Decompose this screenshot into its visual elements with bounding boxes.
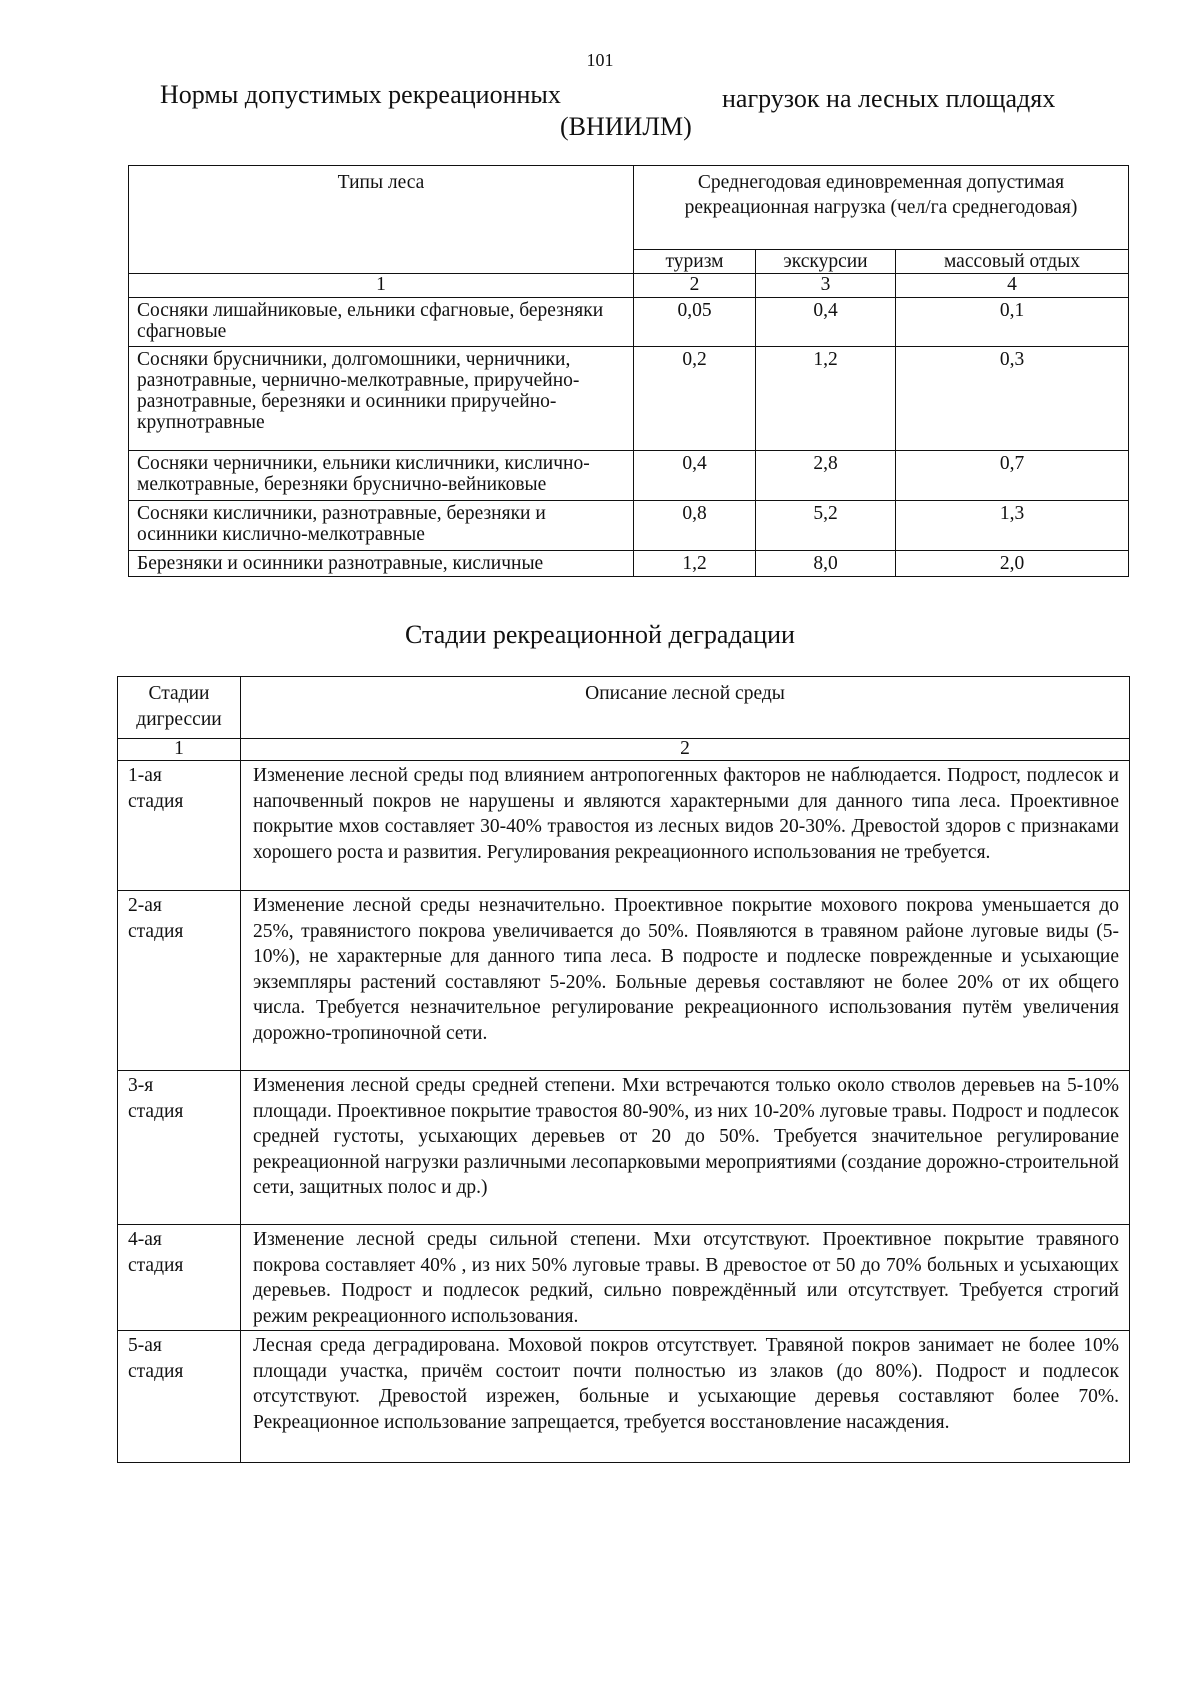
header-recreational-load: Среднегодовая единовременная допустимая рекреационная нагрузка (чел/га среднегодовая) bbox=[634, 166, 1129, 250]
excursions-value: 8,0 bbox=[756, 551, 896, 577]
norms-table bbox=[128, 165, 1129, 577]
subheader-mass-rest: массовый отдых bbox=[896, 250, 1129, 274]
mass-rest-value: 0,1 bbox=[896, 298, 1129, 347]
table-row bbox=[118, 1071, 1130, 1225]
table-row bbox=[118, 891, 1130, 1071]
stage-word: стадия bbox=[128, 1254, 184, 1276]
excursions-value: 0,4 bbox=[756, 298, 896, 347]
tourism-value: 0,05 bbox=[634, 298, 756, 347]
stages-section-title: Стадии рекреационной деградации bbox=[405, 620, 795, 649]
stages-table bbox=[117, 676, 1130, 1463]
stage-label bbox=[118, 1331, 241, 1463]
subheader-excursions: экскурсии bbox=[756, 250, 896, 274]
mass-rest-value: 2,0 bbox=[896, 551, 1129, 577]
stage-description: Изменение лесной среды под влиянием антропогенных факторов не наблюдается. Подрост, подлесок и напочвенный покров не нарушены и являются характерными для данного типа леса. Проективное покрытие мхов составляет 30-40% травостоя из лесных видов 20-30%. Древостой здоров с признаками хорошего роста и развития. Регулирования рекреационного использования не требуется. bbox=[241, 761, 1130, 891]
header-description: Описание лесной среды bbox=[241, 677, 1130, 739]
col-number: 1 bbox=[118, 739, 241, 761]
stage-number: 4-ая bbox=[128, 1229, 162, 1250]
table-row bbox=[129, 551, 1129, 577]
table-row bbox=[129, 347, 1129, 451]
forest-type-cell: Сосняки кисличники, разнотравные, березняки и осинники кислично-мелкотравные bbox=[129, 501, 634, 551]
forest-type-cell: Березняки и осинники разнотравные, кисличные bbox=[129, 551, 634, 577]
stage-word: стадия bbox=[128, 920, 184, 942]
mass-rest-value: 1,3 bbox=[896, 501, 1129, 551]
forest-type-cell: Сосняки брусничники, долгомошники, черничники, разнотравные, чернично-мелкотравные, приручейно-разнотравные, березняки и осинники приручейно-крупнотравные bbox=[129, 347, 634, 451]
table-row bbox=[129, 501, 1129, 551]
table-row bbox=[118, 1225, 1130, 1331]
page-title-part-3: (ВНИИЛМ) bbox=[560, 112, 692, 141]
stage-word: стадия bbox=[128, 1360, 184, 1382]
col-number: 3 bbox=[756, 274, 896, 298]
header-stages: Стадии дигрессии bbox=[118, 677, 241, 739]
subheader-tourism: туризм bbox=[634, 250, 756, 274]
stage-number: 2-ая bbox=[128, 895, 162, 916]
stage-number: 3-я bbox=[128, 1075, 154, 1096]
stage-number: 5-ая bbox=[128, 1335, 162, 1356]
excursions-value: 5,2 bbox=[756, 501, 896, 551]
col-number: 1 bbox=[129, 274, 634, 298]
stage-description: Изменения лесной среды средней степени. Мхи встречаются только около стволов деревьев на 5-10% площади. Проективное покрытие травостоя 80-90%, из них 10-20% луговые травы. Подрост и подлесок средней густоты, усыхающих деревьев от 20 до 50%. Требуется значительное регулирование рекреационной нагрузки различными лесопарковыми мероприятиями (создание дорожно-строительной сети, защитных полос и др.) bbox=[241, 1071, 1130, 1225]
col-number: 2 bbox=[634, 274, 756, 298]
tourism-value: 1,2 bbox=[634, 551, 756, 577]
table-row bbox=[129, 298, 1129, 347]
page-title-part-2: нагрузок на лесных площадях bbox=[722, 84, 1056, 113]
forest-type-cell: Сосняки черничники, ельники кисличники, кислично-мелкотравные, березняки бруснично-вейниковые bbox=[129, 451, 634, 501]
stage-description: Лесная среда деградирована. Моховой покров отсутствует. Травяной покров занимает не более 10% площади участка, причём состоит почти полностью из злаков (до 80%). Подрост и подлесок отсутствуют. Древостой изрежен, больные и усыхающие деревья составляют более 70%. Рекреационное использование запрещается, требуется восстановление насаждения. bbox=[241, 1331, 1130, 1463]
tourism-value: 0,8 bbox=[634, 501, 756, 551]
stage-label bbox=[118, 891, 241, 1071]
header-forest-types: Типы леса bbox=[129, 166, 634, 274]
mass-rest-value: 0,3 bbox=[896, 347, 1129, 451]
table-row bbox=[118, 1331, 1130, 1463]
page-number: 101 bbox=[586, 50, 614, 70]
excursions-value: 2,8 bbox=[756, 451, 896, 501]
col-number: 2 bbox=[241, 739, 1130, 761]
forest-type-cell: Сосняки лишайниковые, ельники сфагновые, березняки сфагновые bbox=[129, 298, 634, 347]
stage-description: Изменение лесной среды сильной степени. Мхи отсутствуют. Проективное покрытие травяного покрова составляет 40% , из них 50% луговые травы. В древостое от 50 до 70% больных и усыхающих деревьев. Подрост и подлесок редкий, сильно повреждённый или отсутствует. Требуется строгий режим рекреационного использования. bbox=[241, 1225, 1130, 1331]
tourism-value: 0,4 bbox=[634, 451, 756, 501]
table-row bbox=[129, 451, 1129, 501]
stage-number: 1-ая bbox=[128, 765, 162, 786]
tourism-value: 0,2 bbox=[634, 347, 756, 451]
stage-description: Изменение лесной среды незначительно. Проективное покрытие мохового покрова уменьшается до 25%, травянистого покрова увеличивается до 50%. Появляются в травяном районе луговые виды (5-10%), не характерные для данного типа леса. В подросте и подлеске поврежденные и усыхающие экземпляры растений составляют 5-20%. Больные деревья составляют не более 20% от их общего числа. Требуется незначительное регулирование рекреационного использования путём увеличения дорожно-тропиночной сети. bbox=[241, 891, 1130, 1071]
stage-label bbox=[118, 1071, 241, 1225]
stage-label bbox=[118, 1225, 241, 1331]
excursions-value: 1,2 bbox=[756, 347, 896, 451]
page-title-part-1: Нормы допустимых рекреационных bbox=[160, 80, 561, 109]
stage-label bbox=[118, 761, 241, 891]
table-row bbox=[118, 761, 1130, 891]
stage-word: стадия bbox=[128, 790, 184, 812]
mass-rest-value: 0,7 bbox=[896, 451, 1129, 501]
col-number: 4 bbox=[896, 274, 1129, 298]
stage-word: стадия bbox=[128, 1100, 184, 1122]
